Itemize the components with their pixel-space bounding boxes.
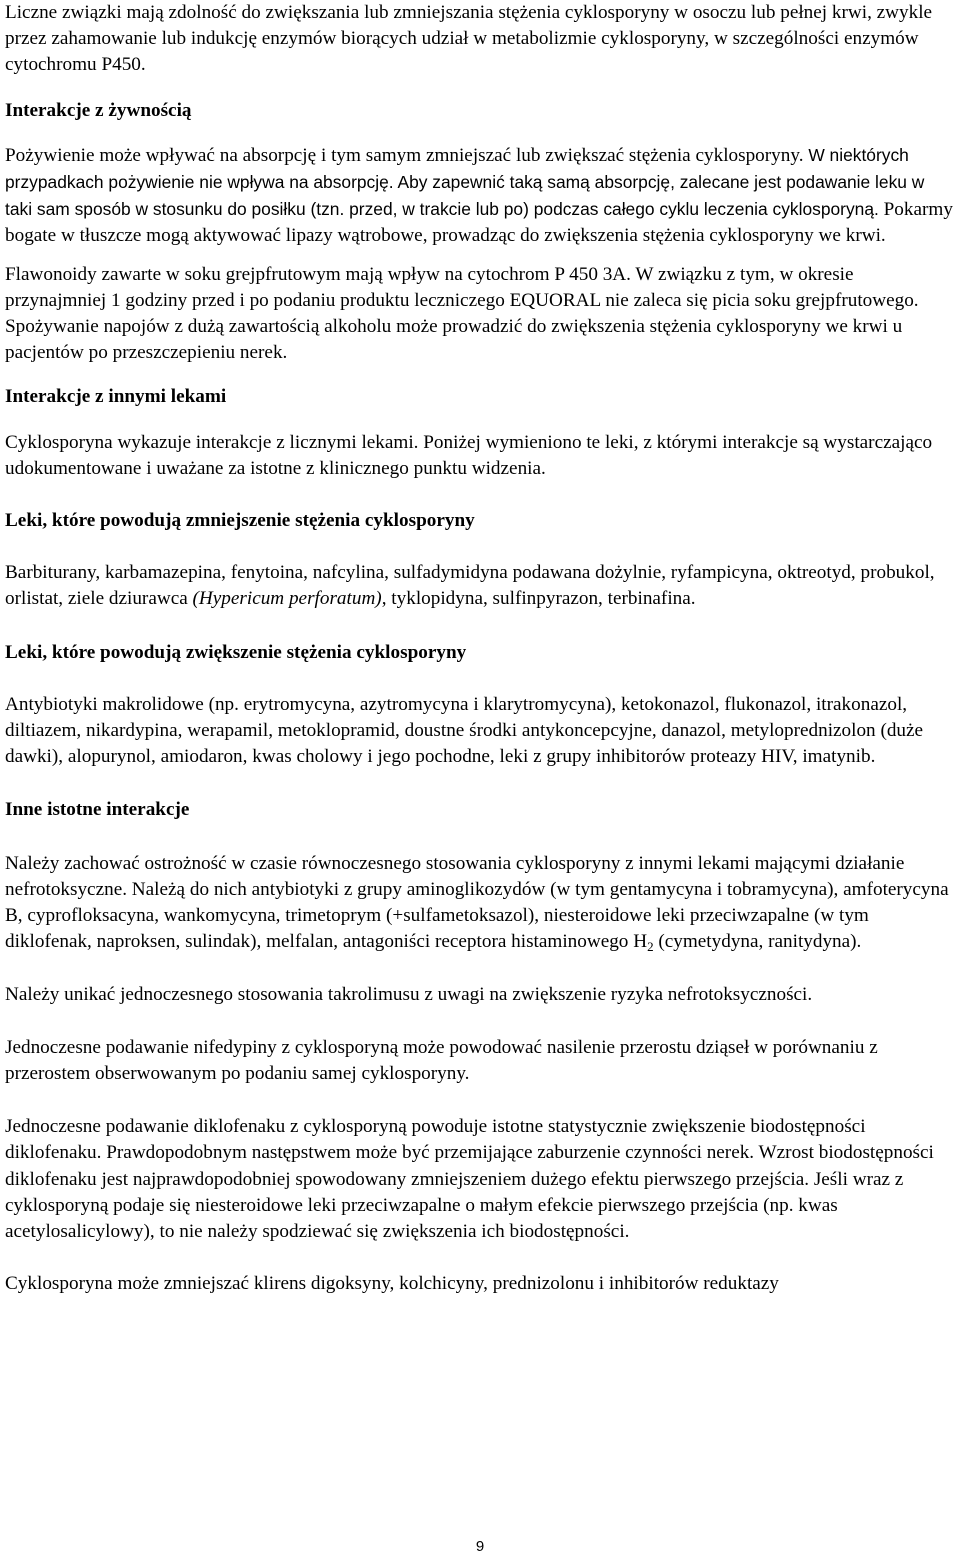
food-text-a: Pożywienie może wpływać na absorpcję i tym samym zmniejszać lub zwiększać stężenia cyklosporyny.: [5, 144, 804, 166]
decrease-paragraph: [5, 560, 955, 612]
drugs-paragraph: Cyklosporyna wykazuje interakcje z licznymi lekami. Poniżej wymieniono te leki, z którymi interakcje są wystarczająco udokumentowane i uważane za istotne z klinicznego punktu widzenia.: [5, 431, 933, 479]
other-paragraph-4: Jednoczesne podawanie diklofenaku z cyklosporyną powoduje istotne statystycznie zwiększenie biodostępności diklofenaku. Prawdopodobnym następstwem może być przemijające zaburzenie czynności nerek. Wzrost biodostępności diklofenaku jest najprawdopodobniej spowodowany zmniejszeniem dużego efektu pierwszego przejścia. Jeśli wraz z cyklosporyną podaje się niesteroidowe leki przeciwzapalne o małym efekcie pierwszego przejścia (np. kwas acetylosalicylowy), to nie należy spodziewać się zwiększenia ich biodostępności.: [5, 1116, 934, 1242]
page-number: 9: [475, 1538, 485, 1555]
document-page: [5, 0, 955, 1297]
other-paragraph-3: Jednoczesne podawanie nifedypiny z cyklosporyną może powodować nasilenie przerostu dziąseł w porównaniu z przerostem obserwowanym po podaniu samej cyklosporyny.: [5, 1036, 878, 1084]
flavonoids-paragraph: Flawonoidy zawarte w soku grejpfrutowym mają wpływ na cytochrom P 450 3A. W związku z tym, w okresie przynajmniej 1 godziny przed i po podaniu produktu leczniczego EQUORAL nie zaleca się picia soku grejpfrutowego. Spożywanie napojów z dużą zawartością alkoholu może prowadzić do zwiększenia stężenia cyklosporyny we krwi u pacjentów po przeszczepieniu nerek.: [5, 263, 919, 364]
heading-food-interactions: Interakcje z żywnością: [5, 99, 192, 121]
other-paragraph-2: Należy unikać jednoczesnego stosowania takrolimusu z uwagi na zwiększenie ryzyka nefrotoksyczności.: [5, 984, 813, 1006]
other1-text-b: (cymetydyna, ranitydyna).: [653, 931, 862, 953]
food-text-b: W niektórych przypadkach pożywienie nie wpływa na absorpcję. Aby zapewnić taką samą absorpcję, zalecane jest podawanie leku w taki sam sposób w stosunku do posiłku (tzn. przed, w trakcie lub po) podczas całego cyklu leczenia cyklosporyną.: [5, 144, 925, 220]
food-text-c: Pokarmy bogate w tłuszcze mogą aktywować lipazy wątrobowe, prowadząc do zwiększenia stężenia cyklosporyny we krwi.: [5, 199, 953, 247]
heading-drug-interactions: Interakcje z innymi lekami: [5, 386, 227, 408]
other1-subscript: 2: [647, 939, 654, 955]
decrease-text-b: , tyklopidyna, sulfinpyrazon, terbinafina.: [381, 588, 696, 610]
last-paragraph: Cyklosporyna może zmniejszać klirens digoksyny, kolchicyny, prednizolonu i inhibitorów reduktazy: [5, 1273, 779, 1295]
increase-paragraph: Antybiotyki makrolidowe (np. erytromycyna, azytromycyna i klarytromycyna), ketokonazol, flukonazol, itrakonazol, diltiazem, nikardypina, werapamil, metoklopramid, doustne środki antykoncepcyjne, danazol, metyloprednizolon (duże dawki), alopurynol, amiodaron, kwas cholowy i jego pochodne, leki z grupy inhibitorów proteazy HIV, imatynib.: [5, 693, 924, 768]
other1-text-a: Należy zachować ostrożność w czasie równoczesnego stosowania cyklosporyny z innymi lekami mającymi działanie nefrotoksyczne. Należą do nich antybiotyki z grupy aminoglikozydów (w tym gentamycyna i tobramycyna), amfoterycyna B, cyprofloksacyna, wankomycyna, trimetoprym (+sulfametoksazol), niesteroidowe leki przeciwzapalne (w tym diklofenak, naproksen, sulindak), melfalan, antagoniści receptora histaminowego H: [5, 852, 949, 953]
food-paragraph: [5, 142, 955, 250]
decrease-text-a: Barbiturany, karbamazepina, fenytoina, nafcylina, sulfadymidyna podawana dożylnie, ryfampicyna, oktreotyd, probukol, orlistat, ziele dziurawca: [5, 562, 935, 610]
other-paragraph-1: [5, 851, 955, 957]
decrease-italic-name: (Hypericum perforatum): [192, 588, 382, 610]
heading-decrease: Leki, które powodują zmniejszenie stężenia cyklosporyny: [5, 510, 475, 532]
heading-other-interactions: Inne istotne interakcje: [5, 799, 190, 821]
heading-increase: Leki, które powodują zwiększenie stężenia cyklosporyny: [5, 641, 467, 663]
intro-paragraph: Liczne związki mają zdolność do zwiększania lub zmniejszania stężenia cyklosporyny w osoczu lub pełnej krwi, zwykle przez zahamowanie lub indukcję enzymów biorących udział w metabolizmie cyklosporyny, w szczególności enzymów cytochromu P450.: [5, 2, 933, 76]
